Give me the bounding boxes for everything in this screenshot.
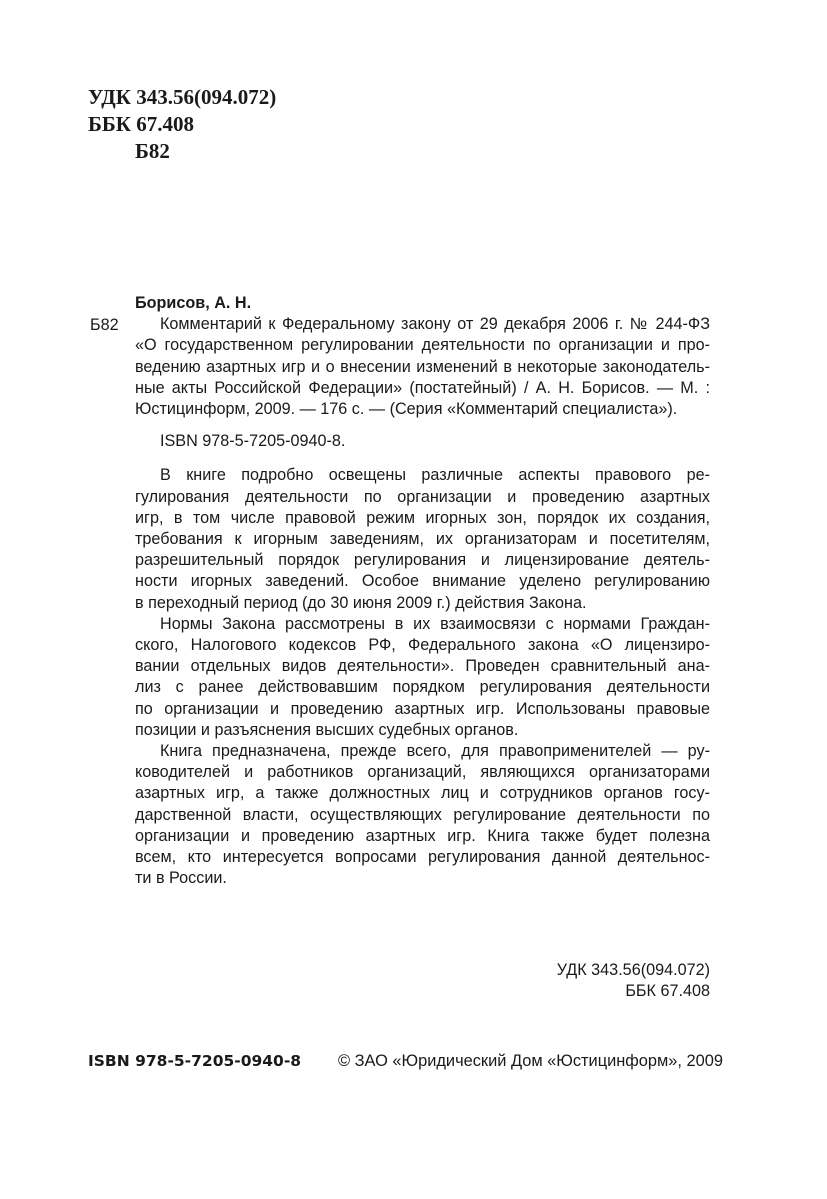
footer-isbn: ISBN 978-5-7205-0940-8 xyxy=(88,1052,302,1070)
bbk-code: ББК 67.408 xyxy=(625,982,710,1001)
annotation-line: всем, кто интересуется вопросами регулирования данной деятельнос- xyxy=(135,848,710,867)
bbk-code: ББК 67.408 xyxy=(88,112,194,136)
annotation-line: лиз с ранее действовавшим порядком регулирования деятельности xyxy=(135,678,710,697)
entry-isbn: ISBN 978-5-7205-0940-8. xyxy=(160,432,346,451)
annotation-line: ти в России. xyxy=(135,869,227,888)
copyright-notice: © ЗАО «Юридический Дом «Юстицинформ», 2009 xyxy=(338,1052,723,1070)
title-line: Комментарий к Федеральному закону от 29 декабря 2006 г. № 244-ФЗ xyxy=(160,315,710,334)
annotation-line: вании отдельных видов деятельности». Проведен сравнительный ана- xyxy=(135,657,710,676)
annotation-line: по организации и проведению азартных игр. Использованы правовые xyxy=(135,699,710,718)
author-mark: Б82 xyxy=(135,139,170,163)
bibliographic-entry xyxy=(135,293,710,889)
annotation-line: Книга предназначена, прежде всего, для правоприменителей — ру- xyxy=(160,742,710,761)
title-line: ные акты Российской Федерации» (постатейный) / А. Н. Борисов. — М. : xyxy=(135,378,710,397)
annotation-paragraph xyxy=(135,614,710,741)
udk-code: УДК 343.56(094.072) xyxy=(88,85,277,109)
annotation-line: организации и проведению азартных игр. Книга также будет полезна xyxy=(135,826,710,845)
annotation-line: азартных игр, а также должностных лиц и сотрудников органов госу- xyxy=(135,784,710,803)
annotation-paragraph xyxy=(135,465,710,613)
annotation-line: требования к игорным заведениям, их организаторам и посетителям, xyxy=(135,530,710,549)
annotation-line: дарственной власти, осуществляющих регулирование деятельности по xyxy=(135,805,710,824)
author-name: Борисов, А. Н. xyxy=(135,294,252,312)
classification-codes-header xyxy=(88,84,276,165)
annotation-line: Нормы Закона рассмотрены в их взаимосвязи с нормами Граждан- xyxy=(160,614,710,633)
annotation-line: в переходный период (до 30 июня 2009 г.) действия Закона. xyxy=(135,593,587,612)
title-line: ведению азартных игр и о внесении изменений в некоторые законодатель- xyxy=(135,357,710,376)
title-line: «О государственном регулировании деятельности по организации и про- xyxy=(135,336,710,355)
title-line: Юстицинформ, 2009. — 176 с. — (Серия «Комментарий специалиста»). xyxy=(135,400,678,419)
annotation-line: В книге подробно освещены различные аспекты правового ре- xyxy=(160,466,710,485)
annotation-line: гулирования деятельности по организации и проведению азартных xyxy=(135,487,710,506)
classification-codes-footer xyxy=(557,960,710,1002)
annotation-paragraph xyxy=(135,741,710,889)
annotation-line: разрешительный порядок регулирования и лицензирование деятель- xyxy=(135,551,710,570)
annotation-line: позиции и разъяснения высших судебных органов. xyxy=(135,720,519,739)
udk-code: УДК 343.56(094.072) xyxy=(556,961,710,979)
annotation-line: ности игорных заведений. Особое внимание уделено регулированию xyxy=(135,572,710,591)
annotation-line: игр, в том числе правовой режим игорных зон, порядок их создания, xyxy=(135,508,710,527)
annotation-line: ского, Налогового кодексов РФ, Федерального закона «О лицензиро- xyxy=(135,636,710,655)
annotation-line: ководителей и работников организаций, являющихся организаторами xyxy=(135,763,710,782)
author-mark-margin: Б82 xyxy=(90,316,119,334)
